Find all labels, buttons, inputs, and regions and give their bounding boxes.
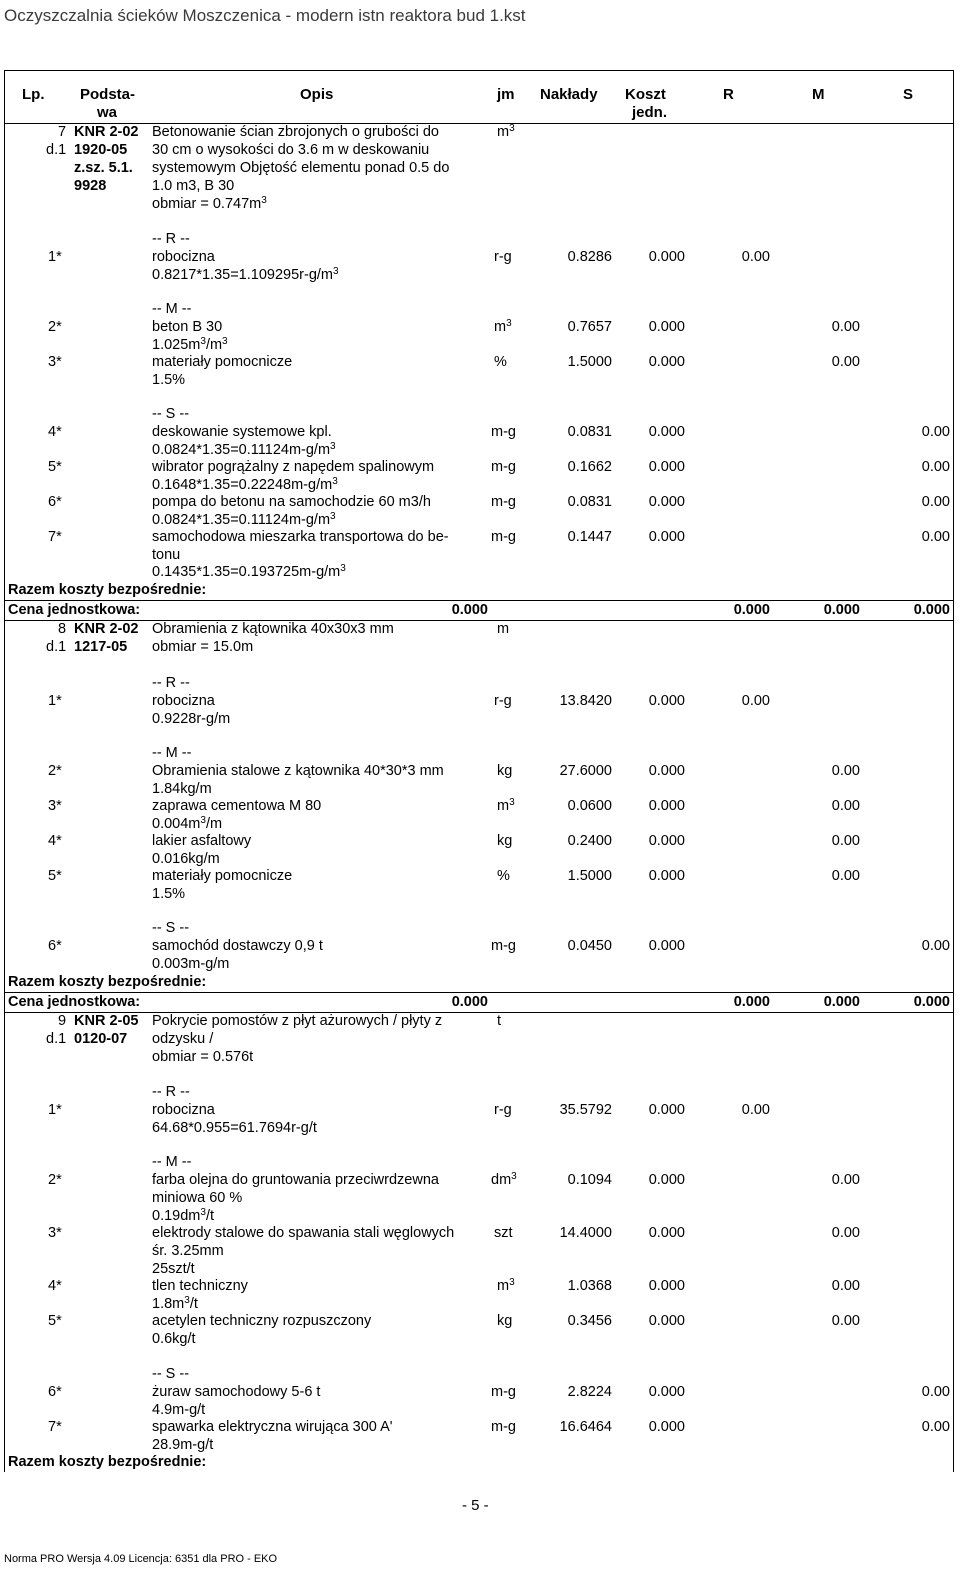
item-formula: $0.8217*1.35=1.109295r-g/m^3$ bbox=[152, 266, 339, 283]
item-value-s: 0.00 bbox=[921, 459, 950, 475]
item-name: beton B 30 bbox=[152, 319, 223, 335]
item-unit: kg bbox=[497, 833, 513, 849]
item-unit: $m^3$ bbox=[494, 318, 512, 335]
position-end-rule bbox=[4, 620, 954, 621]
item-unit-price: 0.000 bbox=[648, 424, 685, 440]
item-unit-price: 0.000 bbox=[648, 1419, 685, 1435]
item-value-m: 0.00 bbox=[831, 833, 860, 849]
item-number: 6* bbox=[48, 494, 62, 510]
item-quantity: 14.4000 bbox=[559, 1225, 612, 1241]
item-number: 3* bbox=[48, 354, 62, 370]
item-quantity: 0.0600 bbox=[567, 798, 612, 814]
position-description: systemowym Objętość elementu ponad 0.5 do bbox=[152, 160, 450, 176]
item-name: samochód dostawczy 0,9 t bbox=[152, 938, 323, 954]
item-quantity: 27.6000 bbox=[559, 763, 612, 779]
header-top-rule bbox=[4, 70, 954, 71]
item-unit-price: 0.000 bbox=[648, 1172, 685, 1188]
position-description: 30 cm o wysokości do 3.6 m w deskowaniu bbox=[152, 142, 430, 158]
item-name: elektrody stalowe do spawania stali węglowych bbox=[152, 1225, 455, 1241]
item-name: robocizna bbox=[152, 249, 215, 265]
direct-costs-total-label: Razem koszty bezpośrednie: bbox=[8, 974, 207, 990]
item-quantity: 1.5000 bbox=[567, 868, 612, 884]
position-basis: 1920-05 bbox=[74, 142, 128, 158]
item-formula: 0.9228r-g/m bbox=[152, 711, 231, 727]
item-formula: $0.0824*1.35=0.11124m-g/m^3$ bbox=[152, 441, 336, 458]
position-basis: KNR 2-05 bbox=[74, 1013, 139, 1029]
item-unit: $m^3$ bbox=[497, 797, 515, 814]
item-value-m: 0.00 bbox=[831, 319, 860, 335]
item-quantity: 0.1447 bbox=[567, 529, 612, 545]
item-name: żuraw samochodowy 5-6 t bbox=[152, 1384, 321, 1400]
unit-price-r: 0.000 bbox=[733, 994, 770, 1010]
direct-costs-total-label: Razem koszty bezpośrednie: bbox=[8, 582, 207, 598]
item-unit-price: 0.000 bbox=[648, 1278, 685, 1294]
item-value-m: 0.00 bbox=[831, 798, 860, 814]
item-quantity: 0.0831 bbox=[567, 424, 612, 440]
item-value-s: 0.00 bbox=[921, 938, 950, 954]
item-number: 2* bbox=[48, 1172, 62, 1188]
position-basis: 0120-07 bbox=[74, 1031, 128, 1047]
group-label-r: -- R -- bbox=[152, 1084, 190, 1100]
unit-price-label: Cena jednostkowa: bbox=[8, 994, 141, 1010]
item-unit: r-g bbox=[494, 249, 512, 265]
item-value-m: 0.00 bbox=[831, 868, 860, 884]
item-unit: % bbox=[494, 354, 507, 370]
item-formula: $0.1435*1.35=0.193725m-g/m^3$ bbox=[152, 563, 346, 580]
position-description: Obramienia z kątownika 40x30x3 mm bbox=[152, 621, 394, 637]
item-name: Obramienia stalowe z kątownika 40*30*3 mm bbox=[152, 763, 444, 779]
table-right-border bbox=[953, 70, 954, 1472]
item-formula: 1.5% bbox=[152, 886, 186, 902]
item-formula: 0.016kg/m bbox=[152, 851, 220, 867]
item-unit: m-g bbox=[491, 1384, 516, 1400]
item-formula: 25szt/t bbox=[152, 1261, 195, 1277]
item-value-m: 0.00 bbox=[831, 1172, 860, 1188]
position-basis: KNR 2-02 bbox=[74, 124, 139, 140]
item-quantity: 2.8224 bbox=[567, 1384, 612, 1400]
unit-price-total: 0.000 bbox=[451, 602, 488, 618]
item-name: acetylen techniczny rozpuszczony bbox=[152, 1313, 372, 1329]
header-bottom-rule bbox=[4, 123, 954, 124]
item-unit: % bbox=[497, 868, 510, 884]
item-unit: m-g bbox=[491, 494, 516, 510]
item-number: 4* bbox=[48, 424, 62, 440]
item-unit-price: 0.000 bbox=[648, 833, 685, 849]
group-label-m: -- M -- bbox=[152, 1154, 192, 1170]
group-label-m: -- M -- bbox=[152, 301, 192, 317]
item-unit-price: 0.000 bbox=[648, 1313, 685, 1329]
header-lp: Lp. bbox=[22, 86, 45, 103]
item-value-r: 0.00 bbox=[741, 693, 770, 709]
item-unit-price: 0.000 bbox=[648, 354, 685, 370]
group-label-s: -- S -- bbox=[152, 1366, 190, 1382]
item-name: wibrator pogrążalny z napędem spalinowym bbox=[152, 459, 435, 475]
item-unit: m-g bbox=[491, 1419, 516, 1435]
total-rule bbox=[4, 600, 954, 601]
position-basis: KNR 2-02 bbox=[74, 621, 139, 637]
item-number: 4* bbox=[48, 1278, 62, 1294]
item-value-s: 0.00 bbox=[921, 494, 950, 510]
header-naklady: Nakłady bbox=[540, 86, 598, 103]
item-formula: 0.003m-g/m bbox=[152, 956, 230, 972]
item-number: 3* bbox=[48, 798, 62, 814]
item-quantity: 13.8420 bbox=[559, 693, 612, 709]
item-quantity: 16.6464 bbox=[559, 1419, 612, 1435]
item-unit-price: 0.000 bbox=[648, 459, 685, 475]
position-lp: 8 bbox=[58, 621, 67, 637]
item-unit-price: 0.000 bbox=[648, 693, 685, 709]
item-name: robocizna bbox=[152, 1102, 215, 1118]
total-rule bbox=[4, 992, 954, 993]
item-formula: $0.0824*1.35=0.11124m-g/m^3$ bbox=[152, 511, 336, 528]
item-name: deskowanie systemowe kpl. bbox=[152, 424, 332, 440]
item-quantity: 0.3456 bbox=[567, 1313, 612, 1329]
position-measure: obmiar = 15.0m bbox=[152, 639, 254, 655]
item-quantity: 1.5000 bbox=[567, 354, 612, 370]
item-name-cont: tonu bbox=[152, 547, 181, 563]
direct-costs-total-label: Razem koszty bezpośrednie: bbox=[8, 1454, 207, 1470]
item-formula: $0.1648*1.35=0.22248m-g/m^3$ bbox=[152, 476, 338, 493]
position-basis: z.sz. 5.1. bbox=[74, 160, 133, 176]
position-unit: $m^3$ bbox=[497, 123, 515, 140]
item-number: 1* bbox=[48, 1102, 62, 1118]
header-jm: jm bbox=[497, 86, 515, 103]
item-number: 5* bbox=[48, 868, 62, 884]
position-lp-sub: d.1 bbox=[46, 639, 67, 655]
position-lp-sub: d.1 bbox=[46, 1031, 67, 1047]
header-podstawa: Podsta- bbox=[80, 86, 136, 103]
item-name: spawarka elektryczna wirująca 300 A' bbox=[152, 1419, 393, 1435]
item-name-cont: miniowa 60 % bbox=[152, 1190, 243, 1206]
item-value-m: 0.00 bbox=[831, 1278, 860, 1294]
window-title: Oczyszczalnia ścieków Moszczenica - modern istn reaktora bud 1.kst bbox=[4, 6, 526, 25]
header-opis: Opis bbox=[300, 86, 334, 103]
item-quantity: 0.0831 bbox=[567, 494, 612, 510]
item-value-r: 0.00 bbox=[741, 249, 770, 265]
item-name: zaprawa cementowa M 80 bbox=[152, 798, 322, 814]
position-measure: obmiar = $0.747m^3$ bbox=[152, 195, 267, 212]
item-unit-price: 0.000 bbox=[648, 868, 685, 884]
item-quantity: 35.5792 bbox=[559, 1102, 612, 1118]
item-unit: kg bbox=[497, 763, 513, 779]
header-m: M bbox=[812, 86, 825, 103]
item-number: 4* bbox=[48, 833, 62, 849]
item-unit-price: 0.000 bbox=[648, 763, 685, 779]
item-name: materiały pomocnicze bbox=[152, 354, 293, 370]
group-label-r: -- R -- bbox=[152, 231, 190, 247]
position-measure: obmiar = 0.576t bbox=[152, 1049, 254, 1065]
item-value-s: 0.00 bbox=[921, 1384, 950, 1400]
item-unit-price: 0.000 bbox=[648, 494, 685, 510]
position-lp: 7 bbox=[58, 124, 67, 140]
item-formula: 0.6kg/t bbox=[152, 1331, 196, 1347]
item-unit: $m^3$ bbox=[497, 1277, 515, 1294]
program-license-footer: Norma PRO Wersja 4.09 Licencja: 6351 dla PRO - EKO bbox=[4, 1553, 278, 1565]
item-unit: m-g bbox=[491, 424, 516, 440]
position-description: Betonowanie ścian zbrojonych o grubości do bbox=[152, 124, 439, 140]
item-unit-price: 0.000 bbox=[648, 1384, 685, 1400]
item-formula: 28.9m-g/t bbox=[152, 1437, 214, 1453]
item-formula: $0.19dm^3/t$ bbox=[152, 1207, 214, 1224]
position-lp: 9 bbox=[58, 1013, 67, 1029]
item-unit: kg bbox=[497, 1313, 513, 1329]
item-number: 6* bbox=[48, 1384, 62, 1400]
item-quantity: 0.8286 bbox=[567, 249, 612, 265]
position-description: 1.0 m3, B 30 bbox=[152, 178, 235, 194]
header-podstawa-2: wa bbox=[97, 104, 118, 121]
item-unit-price: 0.000 bbox=[648, 319, 685, 335]
item-number: 5* bbox=[48, 459, 62, 475]
position-end-rule bbox=[4, 1012, 954, 1013]
item-unit: $dm^3$ bbox=[491, 1171, 517, 1188]
page-number: - 5 - bbox=[462, 1497, 489, 1514]
item-number: 7* bbox=[48, 529, 62, 545]
unit-price-label: Cena jednostkowa: bbox=[8, 602, 141, 618]
item-unit: r-g bbox=[494, 1102, 512, 1118]
item-unit: szt bbox=[494, 1225, 513, 1241]
item-formula: 1.84kg/m bbox=[152, 781, 212, 797]
table-left-border bbox=[4, 70, 5, 1472]
item-value-r: 0.00 bbox=[741, 1102, 770, 1118]
item-name-cont: śr. 3.25mm bbox=[152, 1243, 224, 1259]
item-quantity: 0.1662 bbox=[567, 459, 612, 475]
header-s: S bbox=[903, 86, 914, 103]
item-value-m: 0.00 bbox=[831, 763, 860, 779]
item-value-s: 0.00 bbox=[921, 529, 950, 545]
item-unit: m-g bbox=[491, 938, 516, 954]
group-label-m: -- M -- bbox=[152, 745, 192, 761]
position-unit: m bbox=[497, 621, 510, 637]
header-koszt: Koszt bbox=[625, 86, 666, 103]
item-unit: m-g bbox=[491, 459, 516, 475]
position-description: odzysku / bbox=[152, 1031, 214, 1047]
item-unit-price: 0.000 bbox=[648, 938, 685, 954]
position-basis: 9928 bbox=[74, 178, 107, 194]
item-name: pompa do betonu na samochodzie 60 m3/h bbox=[152, 494, 431, 510]
unit-price-s: 0.000 bbox=[913, 994, 950, 1010]
position-unit: t bbox=[497, 1013, 502, 1029]
item-formula: $1.025m^3/m^3$ bbox=[152, 336, 228, 353]
item-number: 2* bbox=[48, 763, 62, 779]
item-name: materiały pomocnicze bbox=[152, 868, 293, 884]
item-quantity: 0.1094 bbox=[567, 1172, 612, 1188]
item-number: 7* bbox=[48, 1419, 62, 1435]
item-quantity: 0.2400 bbox=[567, 833, 612, 849]
header-koszt-jedn: jedn. bbox=[632, 104, 668, 121]
position-lp-sub: d.1 bbox=[46, 142, 67, 158]
item-quantity: 0.0450 bbox=[567, 938, 612, 954]
item-value-s: 0.00 bbox=[921, 424, 950, 440]
item-unit: m-g bbox=[491, 529, 516, 545]
item-name: robocizna bbox=[152, 693, 215, 709]
item-unit-price: 0.000 bbox=[648, 529, 685, 545]
item-number: 5* bbox=[48, 1313, 62, 1329]
item-formula: 64.68*0.955=61.7694r-g/t bbox=[152, 1120, 317, 1136]
item-quantity: 0.7657 bbox=[567, 319, 612, 335]
item-formula: 4.9m-g/t bbox=[152, 1402, 206, 1418]
item-quantity: 1.0368 bbox=[567, 1278, 612, 1294]
unit-price-total: 0.000 bbox=[451, 994, 488, 1010]
item-name: farba olejna do gruntowania przeciwrdzewna bbox=[152, 1172, 439, 1188]
item-value-m: 0.00 bbox=[831, 354, 860, 370]
item-value-m: 0.00 bbox=[831, 1313, 860, 1329]
item-value-s: 0.00 bbox=[921, 1419, 950, 1435]
position-description: Pokrycie pomostów z płyt ażurowych / płyty z bbox=[152, 1013, 443, 1029]
item-number: 6* bbox=[48, 938, 62, 954]
item-formula: $1.8m^3/t$ bbox=[152, 1295, 198, 1312]
item-formula: $0.004m^3/m$ bbox=[152, 815, 223, 832]
item-formula: 1.5% bbox=[152, 372, 186, 388]
item-number: 1* bbox=[48, 249, 62, 265]
position-basis: 1217-05 bbox=[74, 639, 128, 655]
item-unit-price: 0.000 bbox=[648, 1102, 685, 1118]
group-label-r: -- R -- bbox=[152, 675, 190, 691]
item-unit-price: 0.000 bbox=[648, 1225, 685, 1241]
group-label-s: -- S -- bbox=[152, 406, 190, 422]
item-unit-price: 0.000 bbox=[648, 798, 685, 814]
item-number: 1* bbox=[48, 693, 62, 709]
item-unit-price: 0.000 bbox=[648, 249, 685, 265]
unit-price-m: 0.000 bbox=[823, 602, 860, 618]
header-r: R bbox=[723, 86, 734, 103]
item-name: tlen techniczny bbox=[152, 1278, 248, 1294]
item-name: lakier asfaltowy bbox=[152, 833, 252, 849]
group-label-s: -- S -- bbox=[152, 920, 190, 936]
item-name: samochodowa mieszarka transportowa do be- bbox=[152, 529, 449, 545]
unit-price-s: 0.000 bbox=[913, 602, 950, 618]
unit-price-r: 0.000 bbox=[733, 602, 770, 618]
item-number: 3* bbox=[48, 1225, 62, 1241]
item-number: 2* bbox=[48, 319, 62, 335]
item-value-m: 0.00 bbox=[831, 1225, 860, 1241]
item-unit: r-g bbox=[494, 693, 512, 709]
unit-price-m: 0.000 bbox=[823, 994, 860, 1010]
